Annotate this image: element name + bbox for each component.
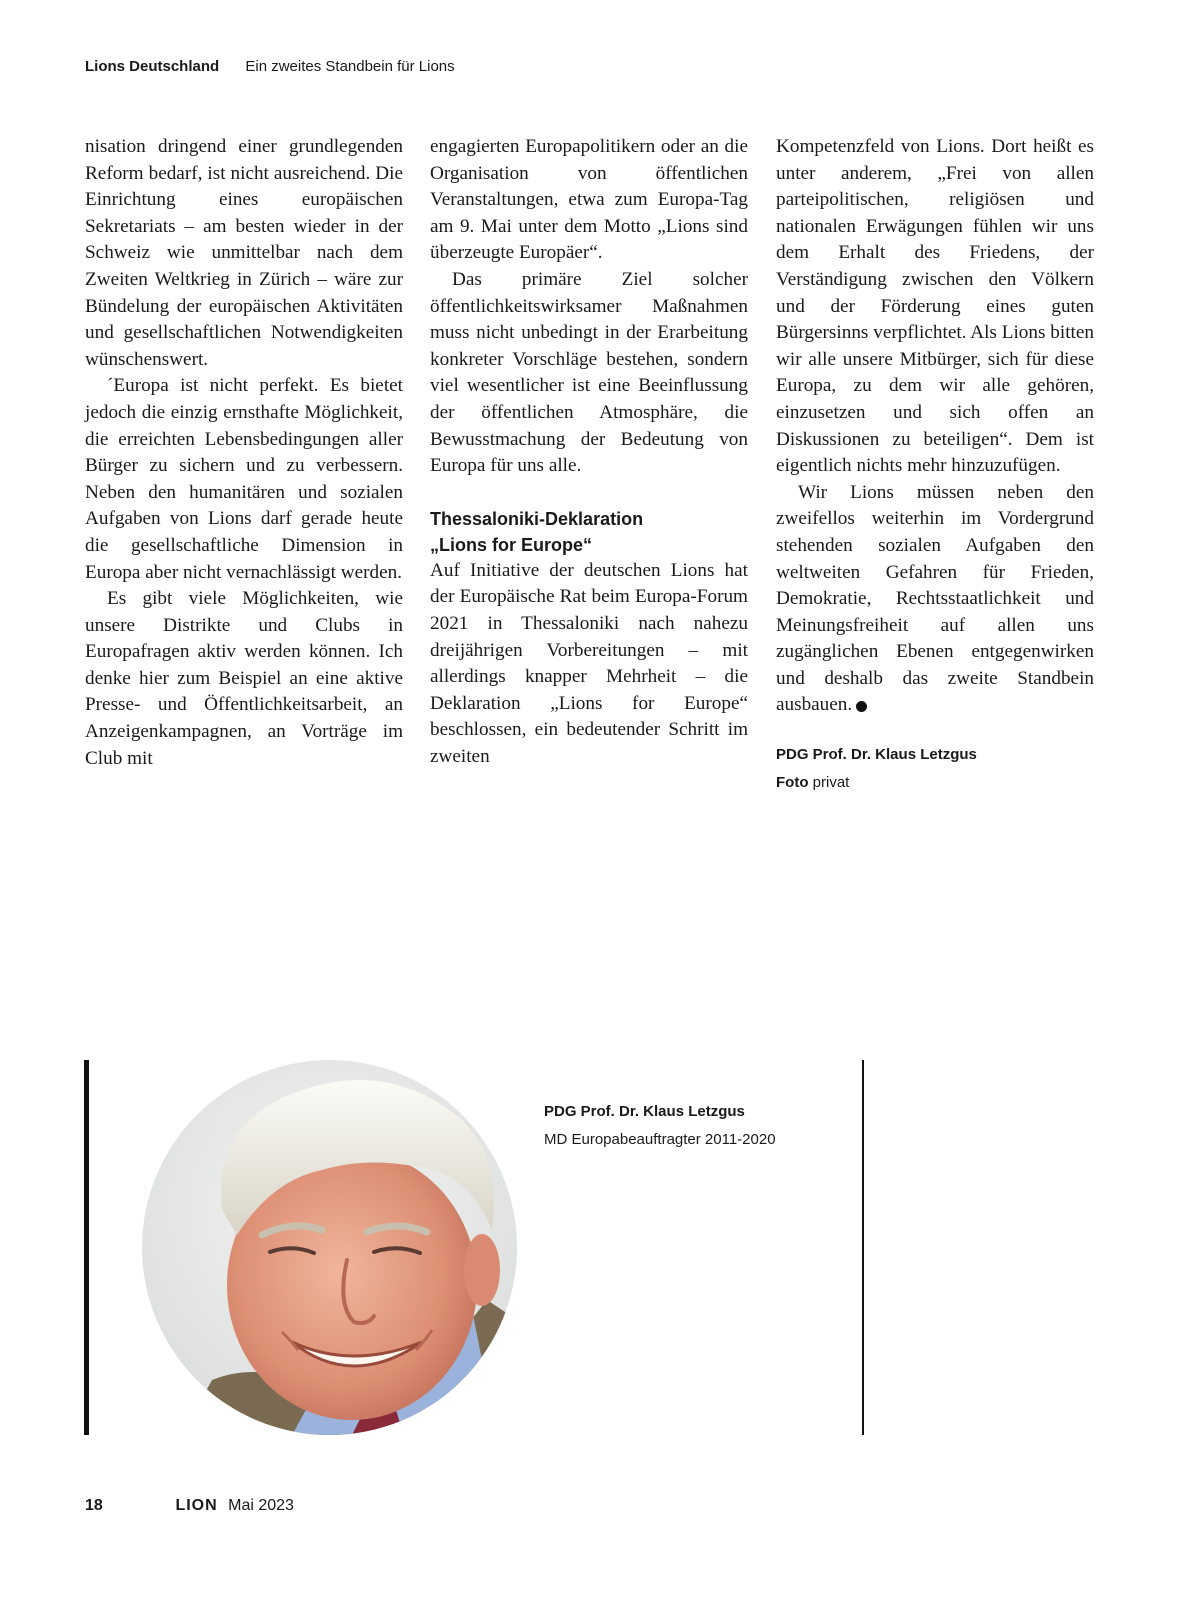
article-title-header: Ein zweites Standbein für Lions	[245, 58, 455, 75]
paragraph: Das primäre Ziel solcher öffentlichkeitswirksamer Maßnahmen muss nicht unbedingt in der Erarbeitung konkreter Vorschläge bestehen, sondern viel wesentlicher ist eine Beeinflussung der öffentlichen Atmosphäre, die Bewusstmachung der Bedeutung von Europa für uns alle.	[430, 268, 748, 477]
subheading-line-1: Thessaloniki-Deklaration	[430, 508, 644, 529]
paragraph-text: Wir Lions müssen neben den zweifellos weiterhin im Vordergrund stehenden sozialen Aufgaben den weltweiten Gefahren für Frieden, Demokratie, Rechtsstaatlichkeit und Meinungsfreiheit auf allen uns zugänglichen Ebenen entgegenwirken und deshalb das zweite Standbein ausbauen.	[776, 481, 1094, 716]
section-label: Lions Deutschland	[85, 58, 220, 75]
photo-credit-value: privat	[812, 774, 850, 792]
page-footer	[85, 1497, 294, 1515]
article-column-2	[430, 134, 748, 770]
photo-credit-label: Foto	[776, 774, 809, 792]
subheading	[430, 506, 748, 558]
running-head	[85, 58, 455, 75]
subheading-line-2: „Lions for Europe“	[430, 534, 592, 555]
paragraph: Es gibt viele Möglichkeiten, wie unsere Distrikte und Clubs in Europafragen aktiv werden können. Ich denke hier zum Beispiel an eine aktive Presse- und Öffentlichkeitsarbeit, an Anzeigenkampagnen, an Vorträge im Club mit	[85, 588, 403, 769]
author-portrait-photo	[142, 1060, 517, 1435]
paragraph: nisation dringend einer grundlegenden Reform bedarf, ist nicht ausreichend. Die Einrichtung eines europäischen Sekretariats – am besten wieder in der Schweiz wie unmittelbar nach dem Zweiten Weltkrieg in Zürich – wäre zur Bündelung der europäischen Aktivitäten und gesellschaftlichen Notwendigkeiten wünschenswert.	[85, 136, 403, 370]
article-column-1	[85, 134, 403, 772]
lions-end-mark-icon: L	[856, 701, 867, 712]
portrait-box	[84, 1060, 864, 1435]
magazine-name: LION	[175, 1497, 218, 1514]
article-column-3	[776, 134, 1094, 797]
author-name: PDG Prof. Dr. Klaus Letzgus	[776, 746, 977, 764]
right-rule	[862, 1060, 864, 1435]
photo-credit	[776, 769, 1094, 797]
portrait-role: MD Europabeauftragter 2011-2020	[544, 1131, 776, 1148]
paragraph: Auf Initiative der deutschen Lions hat der Europäische Rat beim Europa-Forum 2021 in Thessaloniki nach nahezu dreijährigen Vorbereitungen – mit allerdings knapper Mehrheit – die Deklaration „Lions for Europe“ beschlossen, ein bedeutender Schritt im zweiten	[430, 559, 748, 767]
paragraph	[776, 480, 1094, 719]
page-number: 18	[85, 1497, 103, 1514]
paragraph: engagierten Europapolitikern oder an die Organisation von öffentlichen Veranstaltungen, etwa zum Europa-Tag am 9. Mai unter dem Motto „Lions sind überzeugte Europäer“.	[430, 136, 748, 264]
author-block	[776, 741, 1094, 797]
left-rule	[84, 1060, 89, 1435]
portrait-name: PDG Prof. Dr. Klaus Letzgus	[544, 1103, 745, 1120]
issue-date: Mai 2023	[228, 1497, 294, 1514]
portrait-caption	[544, 1098, 776, 1154]
paragraph: ´Europa ist nicht perfekt. Es bietet jedoch die einzig ernsthafte Möglichkeit, die erreichten Lebensbedingungen aller Bürger zu sichern und zu verbessern. Neben den humanitären und sozialen Aufgaben von Lions darf gerade heute die gesellschaftliche Dimension in Europa aber nicht vernachlässigt werden.	[85, 375, 403, 583]
paragraph: Kompetenzfeld von Lions. Dort heißt es unter anderem, „Frei von allen parteipolitischen, religiösen und nationalen Erwägungen fühlen wir uns dem Erhalt des Friedens, der Verständigung zwischen den Völkern und der Förderung eines guten Bürgersinns verpflichtet. Als Lions bitten wir alle unsere Mitbürger, sich für diese Europa, zu dem wir alle gehören, einzusetzen und sich offen an Diskussionen zu beteiligen“. Dem ist eigentlich nichts mehr hinzuzufügen.	[776, 136, 1094, 477]
